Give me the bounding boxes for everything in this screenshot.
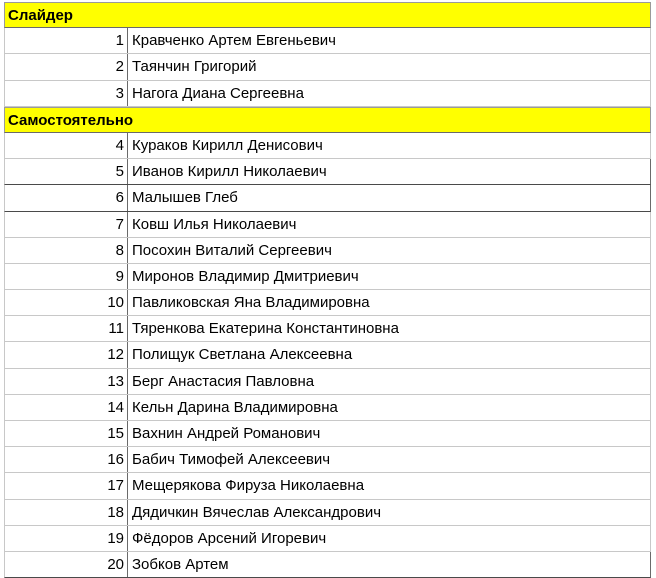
row-number: 11: [5, 316, 128, 341]
table-row[interactable]: [4, 185, 651, 211]
table-row[interactable]: [4, 473, 651, 499]
table-row[interactable]: [4, 526, 651, 552]
section-header-slider[interactable]: [4, 2, 651, 28]
table-row[interactable]: [4, 212, 651, 238]
student-name: Малышев Глеб: [132, 189, 238, 207]
row-number: 4: [5, 133, 128, 158]
row-number: 1: [5, 28, 128, 53]
student-name: Тяренкова Екатерина Константиновна: [132, 320, 399, 338]
table-row[interactable]: [4, 316, 651, 342]
row-number: 19: [5, 526, 128, 551]
row-number: 16: [5, 447, 128, 472]
row-number: 6: [5, 185, 128, 210]
student-name: Кравченко Артем Евгеньевич: [132, 32, 337, 50]
row-number: 9: [5, 264, 128, 289]
table-row[interactable]: [4, 395, 651, 421]
table-row[interactable]: [4, 133, 651, 159]
table-row[interactable]: [4, 342, 651, 368]
student-name: Кураков Кирилл Денисович: [132, 136, 323, 154]
student-name: Берг Анастасия Павловна: [132, 372, 315, 390]
table-row[interactable]: [4, 54, 651, 80]
table-row[interactable]: [4, 290, 651, 316]
row-number: 10: [5, 290, 128, 315]
table-row[interactable]: [4, 369, 651, 395]
row-number: 15: [5, 421, 128, 446]
row-number: 17: [5, 473, 128, 498]
student-name: Фёдоров Арсений Игоревич: [132, 529, 327, 547]
student-name: Павликовская Яна Владимировна: [132, 294, 370, 312]
student-name: Посохин Виталий Сергеевич: [132, 241, 332, 259]
row-number: 13: [5, 369, 128, 394]
student-name: Таянчин Григорий: [132, 58, 257, 76]
row-number: 7: [5, 212, 128, 237]
table-row[interactable]: [4, 264, 651, 290]
table-row[interactable]: [4, 238, 651, 264]
table-row[interactable]: [4, 447, 651, 473]
student-name: Нагога Диана Сергеевна: [132, 84, 304, 102]
student-name: Вахнин Андрей Романович: [132, 425, 321, 442]
section-title: Слайдер: [8, 7, 73, 24]
student-name: Ковш Илья Николаевич: [132, 215, 297, 233]
row-number: 12: [5, 342, 128, 367]
row-number: 3: [5, 81, 128, 106]
row-number: 8: [5, 238, 128, 263]
student-name: Бабич Тимофей Алексеевич: [132, 451, 331, 469]
row-number: 14: [5, 395, 128, 420]
student-name: Мещерякова Фируза Николаевна: [132, 477, 365, 495]
table-row[interactable]: [4, 500, 651, 526]
table-row[interactable]: [4, 159, 651, 185]
student-name: Кельн Дарина Владимировна: [132, 398, 338, 416]
spreadsheet-table: [4, 2, 651, 578]
table-row[interactable]: [4, 81, 651, 107]
section-header-independent[interactable]: [4, 107, 651, 133]
student-name: Дядичкин Вячеслав Александрович: [132, 503, 382, 521]
table-row[interactable]: [4, 552, 651, 578]
row-number: 5: [5, 159, 128, 184]
table-row[interactable]: [4, 28, 651, 54]
student-name: Зобков Артем: [132, 555, 229, 573]
student-name: Иванов Кирилл Николаевич: [132, 163, 327, 181]
table-row[interactable]: [4, 421, 651, 447]
section-title: Самостоятельно: [8, 111, 134, 129]
row-number: 2: [5, 54, 128, 79]
student-name: Полищук Светлана Алексеевна: [132, 346, 353, 364]
row-number: 18: [5, 500, 128, 525]
student-name: Миронов Владимир Дмитриевич: [132, 267, 359, 285]
row-number: 20: [5, 552, 128, 577]
